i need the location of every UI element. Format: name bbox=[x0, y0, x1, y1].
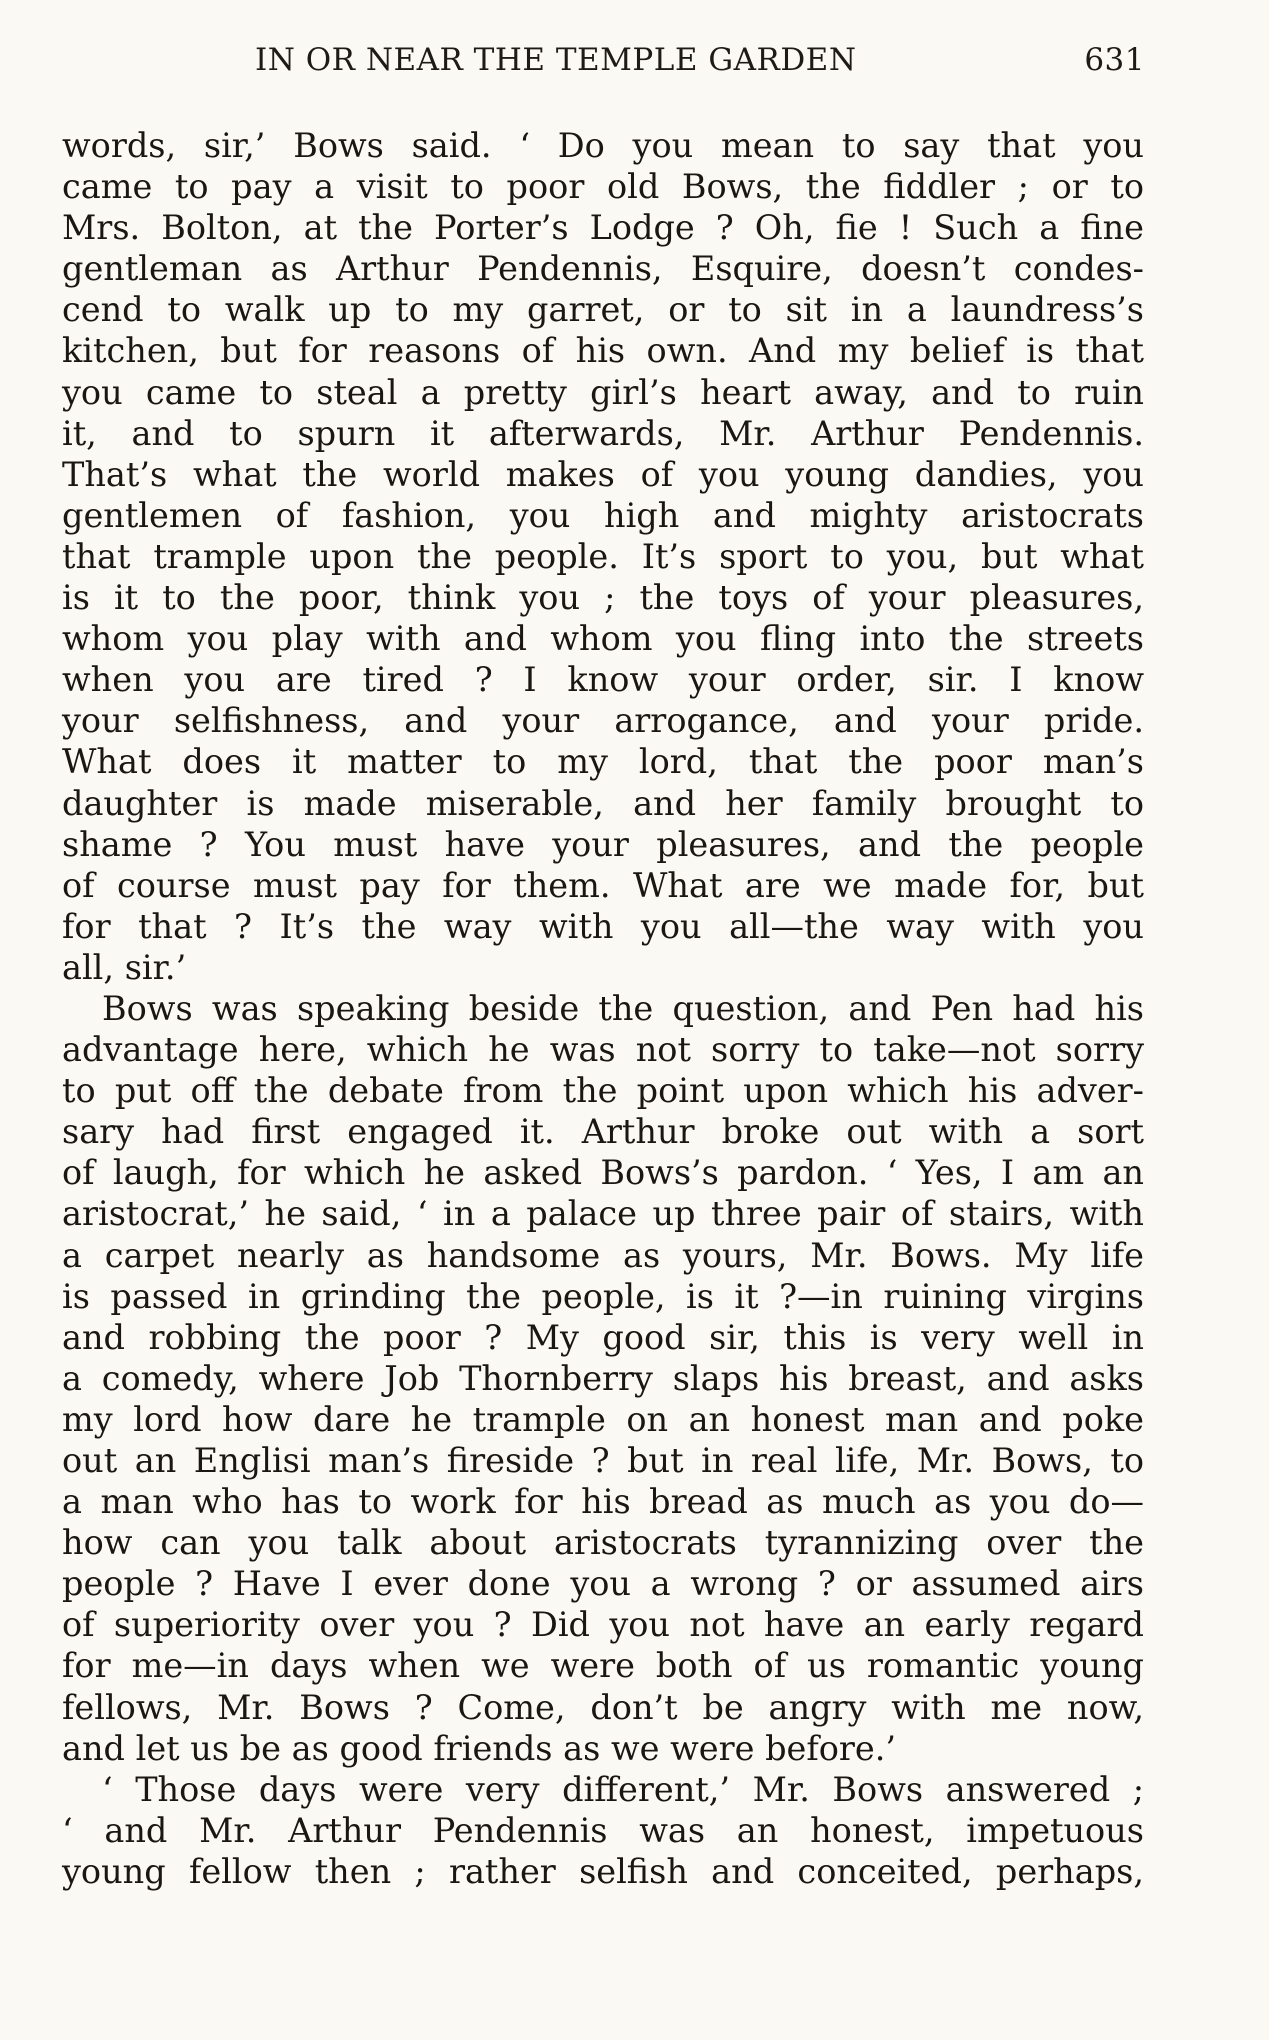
text-line: words, sir,’ Bows said. ‘ Do you mean to say that you bbox=[62, 126, 1144, 165]
text-line: how can you talk about aristocrats tyrannizing over the bbox=[62, 1523, 1144, 1563]
running-title: IN OR NEAR THE TEMPLE GARDEN bbox=[255, 42, 857, 78]
text-line: ‘ and Mr. Arthur Pendennis was an honest, impetuous bbox=[62, 1810, 1144, 1850]
text-line: daughter is made miserable, and her family brought to bbox=[62, 783, 1144, 823]
text-line: people ? Have I ever done you a wrong ? or assumed airs bbox=[62, 1564, 1144, 1604]
text-line: young fellow then ; rather selfish and conceited, perhaps, bbox=[62, 1851, 1144, 1891]
text-line: you came to steal a pretty girl’s heart away, and to ruin bbox=[62, 372, 1144, 412]
text-line: that trample upon the people. It’s sport to you, but what bbox=[62, 536, 1144, 576]
text-line: gentlemen of fashion, you high and mighty aristocrats bbox=[62, 495, 1144, 535]
text-line: whom you play with and whom you fling into the streets bbox=[62, 619, 1144, 659]
text-line: is passed in grinding the people, is it ?—in ruining virgins bbox=[62, 1276, 1144, 1316]
text-line: kitchen, but for reasons of his own. And my belief is that bbox=[62, 331, 1144, 371]
text-line: out an Englisi man’s fireside ? but in real life, Mr. Bows, to bbox=[62, 1441, 1144, 1480]
text-line: a man who has to work for his bread as much as you do— bbox=[62, 1482, 1144, 1522]
text-line: all, sir.’ bbox=[62, 947, 187, 987]
text-line: ‘ Those days were very different,’ Mr. Bows answered ; bbox=[102, 1769, 1144, 1809]
text-line: gentleman as Arthur Pendennis, Esquire, doesn’t condes- bbox=[62, 249, 1144, 289]
body-text bbox=[62, 125, 1144, 1892]
text-line: of laugh, for which he asked Bows’s pardon. ‘ Yes, I am an bbox=[62, 1153, 1144, 1193]
text-line: That’s what the world makes of you young dandies, you bbox=[62, 454, 1144, 494]
text-line: to put off the debate from the point upon which his adver- bbox=[62, 1071, 1144, 1111]
text-line: and robbing the poor ? My good sir, this is very well in bbox=[62, 1317, 1144, 1357]
text-line: your selfishness, and your arrogance, and your pride. bbox=[62, 701, 1144, 741]
text-line: a carpet nearly as handsome as yours, Mr. Bows. My life bbox=[62, 1235, 1144, 1275]
text-line: for that ? It’s the way with you all—the way with you bbox=[62, 906, 1144, 946]
text-line: of course must pay for them. What are we made for, but bbox=[62, 865, 1144, 905]
text-line: my lord how dare he trample on an honest man and poke bbox=[62, 1399, 1144, 1439]
text-line: when you are tired ? I know your order, sir. I know bbox=[62, 660, 1144, 700]
running-header bbox=[255, 42, 1145, 82]
text-line: aristocrat,’ he said, ‘ in a palace up three pair of stairs, with bbox=[62, 1194, 1144, 1234]
text-line: is it to the poor, think you ; the toys of your pleasures, bbox=[62, 578, 1144, 618]
text-line: cend to walk up to my garret, or to sit in a laundress’s bbox=[62, 290, 1144, 330]
text-line: Bows was speaking beside the question, and Pen had his bbox=[102, 988, 1144, 1028]
text-line: shame ? You must have your pleasures, and the people bbox=[62, 824, 1144, 864]
text-line: advantage here, which he was not sorry to take—not sorry bbox=[62, 1030, 1144, 1070]
text-line: came to pay a visit to poor old Bows, the fiddler ; or to bbox=[62, 167, 1144, 207]
text-line: Mrs. Bolton, at the Porter’s Lodge ? Oh, fie ! Such a fine bbox=[62, 208, 1144, 248]
text-line: fellows, Mr. Bows ? Come, don’t be angry with me now, bbox=[62, 1687, 1144, 1727]
text-line: and let us be as good friends as we were before.’ bbox=[62, 1728, 897, 1768]
text-line: of superiority over you ? Did you not have an early regard bbox=[62, 1605, 1144, 1645]
text-line: sary had first engaged it. Arthur broke out with a sort bbox=[62, 1112, 1144, 1152]
text-line: What does it matter to my lord, that the poor man’s bbox=[62, 742, 1144, 782]
text-line: it, and to spurn it afterwards, Mr. Arthur Pendennis. bbox=[62, 413, 1144, 453]
text-line: for me—in days when we were both of us romantic young bbox=[62, 1646, 1144, 1686]
page-number: 631 bbox=[1084, 42, 1145, 78]
text-line: a comedy, where Job Thornberry slaps his breast, and asks bbox=[62, 1358, 1144, 1398]
